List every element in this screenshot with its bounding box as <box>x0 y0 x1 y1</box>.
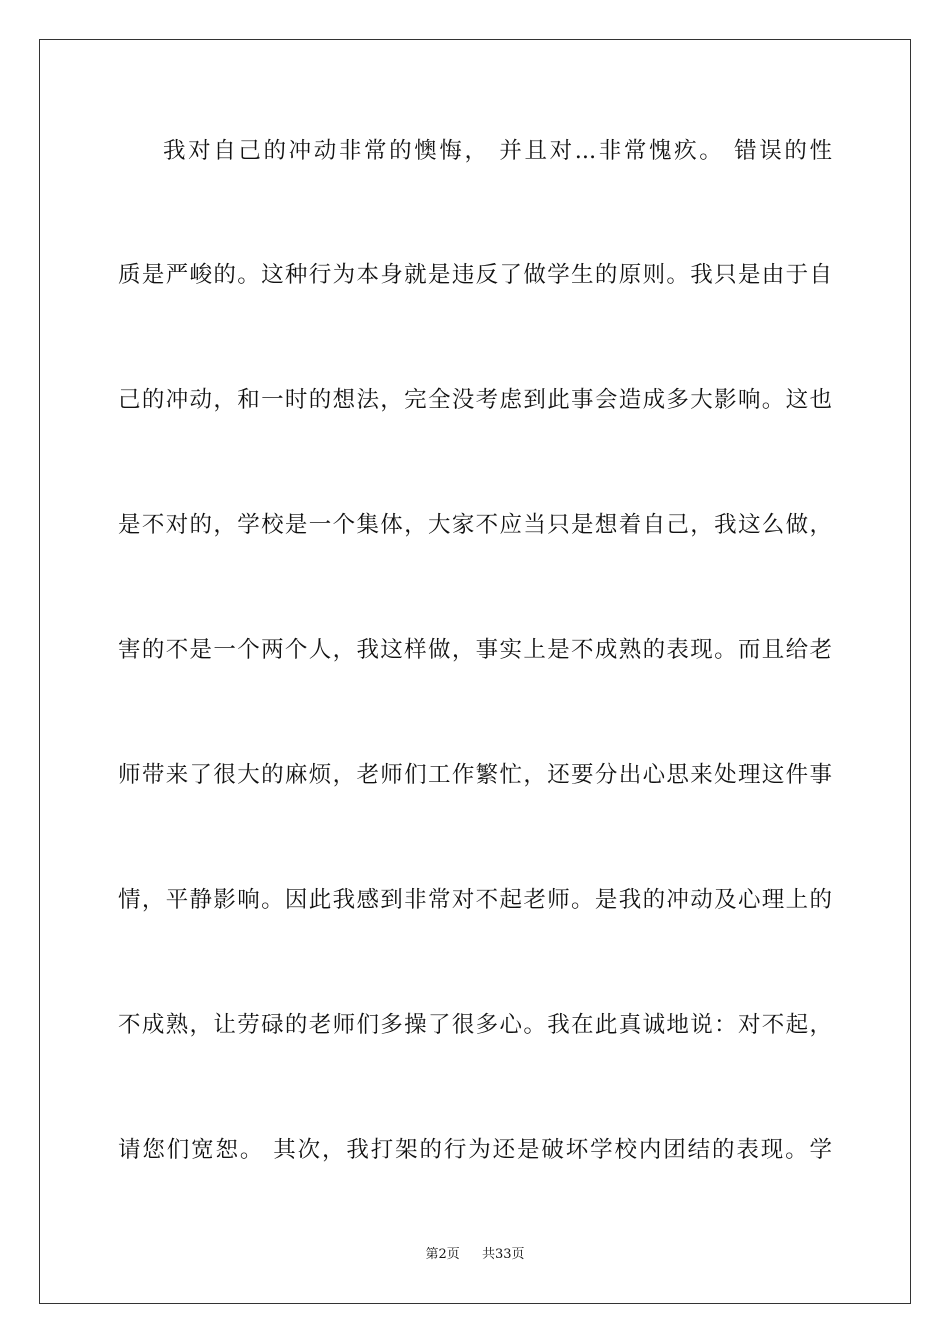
page-total: 共33页 <box>482 1247 525 1262</box>
page-footer <box>0 1246 950 1264</box>
page-border <box>39 39 911 1304</box>
body-text-line: 我对自己的冲动非常的懊悔， 并且对...非常愧疚。 错误的性 <box>163 138 832 164</box>
body-text-line: 情，平静影响。因此我感到非常对不起老师。是我的冲动及心理上的 <box>118 887 832 913</box>
body-text-line: 师带来了很大的麻烦，老师们工作繁忙，还要分出心思来处理这件事 <box>118 762 832 788</box>
body-text-line: 是不对的，学校是一个集体，大家不应当只是想着自己，我这么做， <box>118 512 832 538</box>
body-text-line: 不成熟，让劳碌的老师们多操了很多心。我在此真诚地说：对不起， <box>118 1012 832 1038</box>
body-text-line: 害的不是一个两个人，我这样做，事实上是不成熟的表现。而且给老 <box>118 637 832 663</box>
body-text-line: 请您们宽恕。 其次，我打架的行为还是破坏学校内团结的表现。学 <box>118 1137 832 1163</box>
page-number: 第2页 <box>425 1247 460 1262</box>
body-text-line: 质是严峻的。这种行为本身就是违反了做学生的原则。我只是由于自 <box>118 262 832 288</box>
body-text-line: 己的冲动，和一时的想法，完全没考虑到此事会造成多大影响。这也 <box>118 387 832 413</box>
